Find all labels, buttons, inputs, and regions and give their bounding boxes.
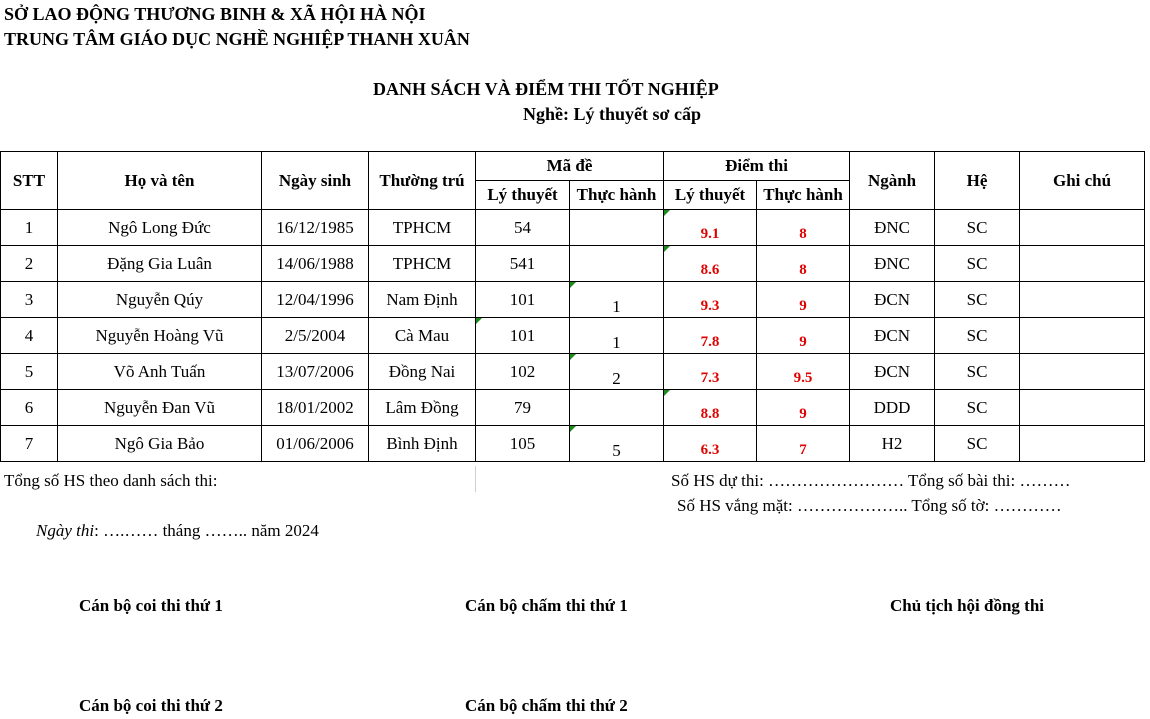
header-name: Họ và tên bbox=[58, 152, 262, 210]
cell-system: SC bbox=[935, 282, 1020, 318]
score-theory-value: 9.1 bbox=[700, 226, 720, 242]
org-line-1: SỞ LAO ĐỘNG THƯƠNG BINH & XÃ HỘI HÀ NỘI bbox=[4, 4, 426, 24]
cell-note bbox=[1020, 246, 1145, 282]
cell-score-practice bbox=[757, 426, 850, 462]
cell-stt: 1 bbox=[1, 210, 58, 246]
cell-residence: Đồng Nai bbox=[369, 354, 476, 390]
header-system: Hệ bbox=[935, 152, 1020, 210]
cell-code-practice bbox=[570, 318, 664, 354]
cell-code-theory: 101 bbox=[476, 282, 570, 318]
cell-note bbox=[1020, 210, 1145, 246]
cell-dob: 18/01/2002 bbox=[262, 390, 369, 426]
cell-major: ĐCN bbox=[850, 354, 935, 390]
cell-system: SC bbox=[935, 390, 1020, 426]
exam-date-label: Ngày thi bbox=[36, 521, 95, 540]
cell-residence: TPHCM bbox=[369, 210, 476, 246]
cell-code-practice bbox=[570, 246, 664, 282]
cell-note bbox=[1020, 354, 1145, 390]
header-score-practice: Thực hành bbox=[757, 181, 850, 210]
table-row bbox=[1, 390, 1145, 426]
cell-major: ĐNC bbox=[850, 210, 935, 246]
cell-note bbox=[1020, 318, 1145, 354]
cell-score-theory bbox=[664, 390, 757, 426]
cell-residence: Lâm Đồng bbox=[369, 390, 476, 426]
cell-residence: Bình Định bbox=[369, 426, 476, 462]
cell-residence: Cà Mau bbox=[369, 318, 476, 354]
cell-code-theory: 54 bbox=[476, 210, 570, 246]
header-major: Ngành bbox=[850, 152, 935, 210]
table-row bbox=[1, 246, 1145, 282]
score-theory-value: 9.3 bbox=[700, 298, 720, 314]
exam-date-value: : ….…… tháng …….. năm 2024 bbox=[94, 521, 319, 540]
cell-dob: 01/06/2006 bbox=[262, 426, 369, 462]
cell-major: DDD bbox=[850, 390, 935, 426]
signature-chairman: Chủ tịch hội đồng thi bbox=[890, 596, 1044, 615]
cell-score-theory bbox=[664, 282, 757, 318]
cell-code-practice bbox=[570, 282, 664, 318]
code-practice-value: 1 bbox=[612, 296, 621, 316]
cell-score-theory bbox=[664, 246, 757, 282]
cell-score-practice bbox=[757, 390, 850, 426]
cell-code-theory: 102 bbox=[476, 354, 570, 390]
cell-stt: 5 bbox=[1, 354, 58, 390]
cell-note bbox=[1020, 282, 1145, 318]
header-note: Ghi chú bbox=[1020, 152, 1145, 210]
cell-code-theory: 105 bbox=[476, 426, 570, 462]
cell-note bbox=[1020, 426, 1145, 462]
score-theory-value: 8.8 bbox=[700, 406, 720, 422]
cell-residence: TPHCM bbox=[369, 246, 476, 282]
cell-residence: Nam Định bbox=[369, 282, 476, 318]
code-practice-value: 2 bbox=[612, 368, 621, 388]
cell-system: SC bbox=[935, 210, 1020, 246]
cell-dob: 2/5/2004 bbox=[262, 318, 369, 354]
score-practice-value: 7 bbox=[799, 442, 807, 458]
code-practice-value: 5 bbox=[612, 440, 621, 460]
cell-name: Ngô Long Đức bbox=[58, 210, 262, 246]
cell-name: Ngô Gia Bảo bbox=[58, 426, 262, 462]
cell-name: Đặng Gia Luân bbox=[58, 246, 262, 282]
cell-stt: 2 bbox=[1, 246, 58, 282]
cell-stt: 3 bbox=[1, 282, 58, 318]
table-row bbox=[1, 354, 1145, 390]
cell-dob: 12/04/1996 bbox=[262, 282, 369, 318]
cell-code-practice bbox=[570, 210, 664, 246]
score-practice-value: 9.5 bbox=[793, 370, 813, 386]
header-exam-code: Mã đề bbox=[476, 152, 664, 181]
exam-date bbox=[36, 521, 319, 541]
score-theory-value: 7.3 bbox=[700, 370, 720, 386]
attending-summary: Số HS dự thi: …………………… Tổng số bài thi: ……… bbox=[671, 471, 1071, 490]
document-subtitle: Nghề: Lý thuyết sơ cấp bbox=[523, 104, 701, 124]
cell-score-practice bbox=[757, 210, 850, 246]
table-row bbox=[1, 210, 1145, 246]
score-practice-value: 9 bbox=[799, 406, 807, 422]
cell-score-practice bbox=[757, 354, 850, 390]
cell-dob: 16/12/1985 bbox=[262, 210, 369, 246]
score-practice-value: 8 bbox=[799, 262, 807, 278]
cell-code-practice bbox=[570, 354, 664, 390]
exam-results-table bbox=[0, 151, 1145, 462]
cell-score-theory bbox=[664, 354, 757, 390]
cell-system: SC bbox=[935, 318, 1020, 354]
cell-dob: 13/07/2006 bbox=[262, 354, 369, 390]
cell-code-theory: 101 bbox=[476, 318, 570, 354]
signature-proctor-1: Cán bộ coi thi thứ 1 bbox=[79, 596, 223, 615]
signature-grader-2: Cán bộ chấm thi thứ 2 bbox=[465, 696, 628, 715]
cell-major: ĐNC bbox=[850, 246, 935, 282]
score-practice-value: 9 bbox=[799, 334, 807, 350]
score-theory-value: 8.6 bbox=[700, 262, 720, 278]
cell-dob: 14/06/1988 bbox=[262, 246, 369, 282]
total-students-label: Tổng số HS theo danh sách thi: bbox=[4, 471, 218, 490]
score-practice-value: 8 bbox=[799, 226, 807, 242]
cell-system: SC bbox=[935, 354, 1020, 390]
cell-name: Võ Anh Tuấn bbox=[58, 354, 262, 390]
score-theory-value: 7.8 bbox=[700, 334, 720, 350]
header-dob: Ngày sinh bbox=[262, 152, 369, 210]
score-practice-value: 9 bbox=[799, 298, 807, 314]
table-row bbox=[1, 318, 1145, 354]
header-score: Điểm thi bbox=[664, 152, 850, 181]
cell-major: H2 bbox=[850, 426, 935, 462]
cell-score-practice bbox=[757, 246, 850, 282]
cell-code-practice bbox=[570, 390, 664, 426]
signature-grader-1: Cán bộ chấm thi thứ 1 bbox=[465, 596, 628, 615]
table-row bbox=[1, 282, 1145, 318]
code-practice-value: 1 bbox=[612, 332, 621, 352]
header-code-theory: Lý thuyết bbox=[476, 181, 570, 210]
cell-note bbox=[1020, 390, 1145, 426]
cell-divider bbox=[475, 466, 476, 492]
cell-major: ĐCN bbox=[850, 282, 935, 318]
cell-score-theory bbox=[664, 210, 757, 246]
header-stt: STT bbox=[1, 152, 58, 210]
cell-system: SC bbox=[935, 426, 1020, 462]
cell-name: Nguyễn Qúy bbox=[58, 282, 262, 318]
cell-score-practice bbox=[757, 318, 850, 354]
absent-summary: Số HS vắng mặt: ……………….. Tổng số tờ: ………… bbox=[677, 496, 1062, 515]
cell-major: ĐCN bbox=[850, 318, 935, 354]
cell-score-theory bbox=[664, 318, 757, 354]
header-score-theory: Lý thuyết bbox=[664, 181, 757, 210]
cell-stt: 4 bbox=[1, 318, 58, 354]
document-title: DANH SÁCH VÀ ĐIỂM THI TỐT NGHIỆP bbox=[373, 79, 719, 99]
cell-system: SC bbox=[935, 246, 1020, 282]
header-residence: Thường trú bbox=[369, 152, 476, 210]
cell-stt: 6 bbox=[1, 390, 58, 426]
cell-code-theory: 541 bbox=[476, 246, 570, 282]
table-row bbox=[1, 426, 1145, 462]
header-row-1 bbox=[1, 152, 1145, 181]
header-code-practice: Thực hành bbox=[570, 181, 664, 210]
cell-code-practice bbox=[570, 426, 664, 462]
cell-code-theory: 79 bbox=[476, 390, 570, 426]
cell-score-theory bbox=[664, 426, 757, 462]
signature-proctor-2: Cán bộ coi thi thứ 2 bbox=[79, 696, 223, 715]
org-line-2: TRUNG TÂM GIÁO DỤC NGHỀ NGHIỆP THANH XUÂN bbox=[4, 29, 470, 49]
cell-name: Nguyễn Đan Vũ bbox=[58, 390, 262, 426]
cell-name: Nguyễn Hoàng Vũ bbox=[58, 318, 262, 354]
score-theory-value: 6.3 bbox=[700, 442, 720, 458]
cell-stt: 7 bbox=[1, 426, 58, 462]
cell-score-practice bbox=[757, 282, 850, 318]
